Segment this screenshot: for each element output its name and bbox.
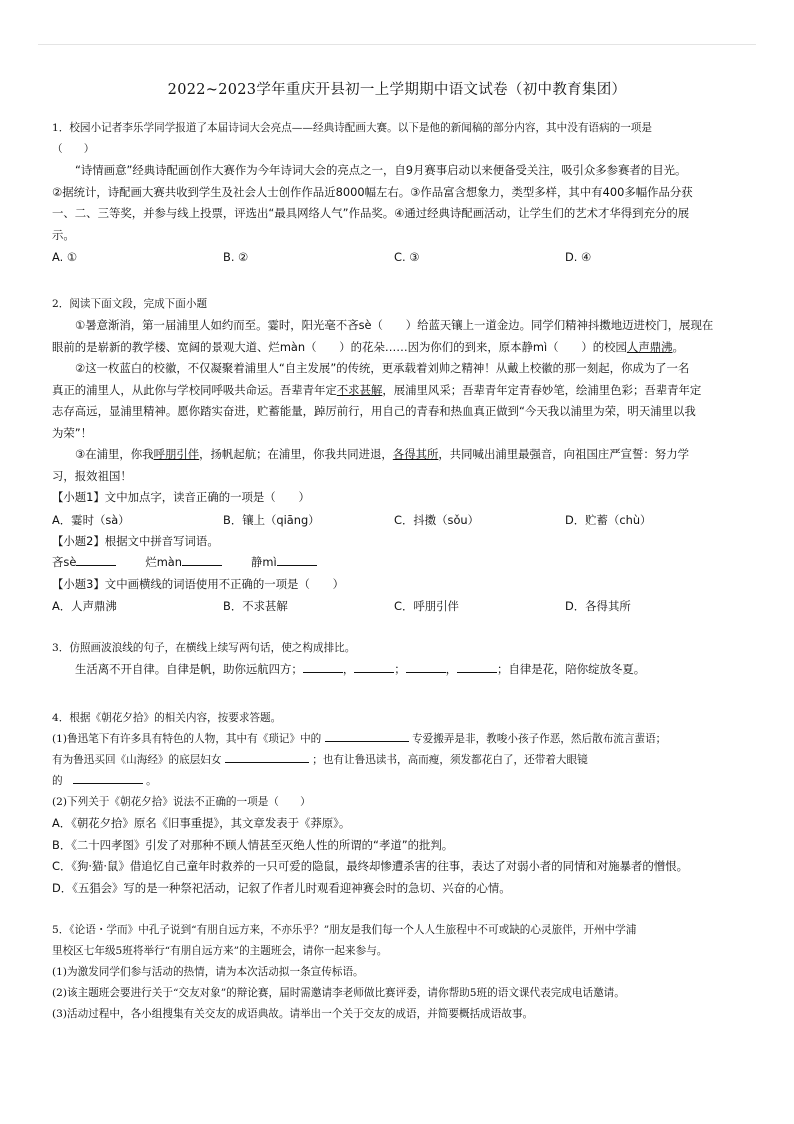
header-rule <box>38 44 756 45</box>
q1-option-a[interactable]: A. ① <box>52 250 78 264</box>
q2-underlined-word-2: 不求甚解 <box>336 382 383 397</box>
q4-sub1-line-3 <box>52 771 742 792</box>
q1-stem: 1．校园小记者李乐学同学报道了本届诗词大会亮点——经典诗配画大赛。以下是他的新闻稿的部分内容，其中没有语病的一项是 <box>52 122 652 134</box>
q2-line-6: 为荣”！ <box>52 425 93 440</box>
question-1 <box>52 118 742 268</box>
q4-sub1-text-e: 的 <box>52 775 63 787</box>
q2-sub2-blank-2[interactable] <box>182 553 222 566</box>
q2-sub1-options <box>52 509 742 531</box>
q2-sub2-blank-3[interactable] <box>277 553 317 566</box>
exam-title: 2022~2023学年重庆开县初一上学期期中语文试卷（初中教育集团） <box>167 82 627 98</box>
q4-option-a[interactable]: A．《朝花夕拾》原名《旧事重提》，其文章发表于《莽原》。 <box>52 816 351 830</box>
question-5 <box>52 920 742 1025</box>
q2-line-2-end: 。 <box>672 339 684 354</box>
q1-options <box>52 246 742 268</box>
q3-stem: 3．仿照画波浪线的句子，在横线上续写两句话，使之构成排比。 <box>52 642 356 654</box>
q4-option-b[interactable]: B．《二十四孝图》引发了对那种不顾人情甚至灭绝人性的所谓的“孝道”的批判。 <box>52 837 454 852</box>
q2-sub3-option-c[interactable]: C．呼朋引伴 <box>394 599 459 613</box>
q2-line-1: ①暑意渐消，第一届浦里人如约而至。霎时，阳光毫不吝sè（ ）给蓝天镶上一道金边。同学们精神抖擞地迈进校门，展现在 <box>75 318 714 332</box>
q2-sub2-stem: 【小题2】根据文中拼音写词语。 <box>52 533 219 548</box>
q2-line-2 <box>52 337 742 359</box>
q2-line-7-mid: ，扬帆起航；在浦里，你我共同进退， <box>199 447 393 461</box>
q4-blank-2[interactable] <box>225 750 309 763</box>
question-3 <box>52 638 742 681</box>
q2-sub3-option-b[interactable]: B．不求甚解 <box>223 599 288 613</box>
q4-sub2-stem: (2)下列关于《朝花夕拾》说法不正确的一项是（ ） <box>52 796 311 808</box>
q2-sub2-item-1: 吝sè <box>52 555 77 569</box>
q3-line-end: ；自律是花，陪你绽放冬夏。 <box>497 662 646 676</box>
q2-line-8: 习，报效祖国！ <box>52 468 132 483</box>
q2-underlined-word-1: 人声鼎沸 <box>626 339 673 354</box>
q4-sub1-line-2 <box>52 750 742 771</box>
q2-sub1-option-a[interactable]: A．霎时（sà） <box>52 512 130 527</box>
q3-blank-4[interactable] <box>457 660 497 673</box>
q3-sep-3: ， <box>445 662 458 676</box>
q1-option-d[interactable]: D. ④ <box>565 250 592 264</box>
q2-line-4 <box>52 380 742 402</box>
q2-sub3-option-d[interactable]: D．各得其所 <box>565 599 631 613</box>
q2-sub1-stem: 【小题1】文中加点字，读音正确的一项是（ ） <box>52 490 310 504</box>
q4-sub1-text-b: 专爱搬弄是非，教唆小孩子作恶，然后散布流言蜚语； <box>412 733 667 745</box>
q5-sub3: (3)活动过程中，各小组搜集有关交友的成语典故。请举出一个关于交友的成语，并简要概括成语故事。 <box>52 1008 534 1020</box>
q4-option-d[interactable]: D．《五猖会》写的是一种祭祀活动，记叙了作者儿时观看迎神赛会时的急切、兴奋的心情。 <box>52 880 511 895</box>
q2-line-3: ②这一枚蓝白的校徽，不仅凝聚着浦里人“自主发展”的传统，更承载着刘帅之精神！从戴上校徽的那一刻起，你成为了一名 <box>75 361 690 375</box>
question-4 <box>52 708 742 899</box>
q4-stem: 4．根据《朝花夕拾》的相关内容，按要求答题。 <box>52 712 282 724</box>
q2-line-7-text: ③在浦里，你我 <box>75 447 154 461</box>
q2-sub3-options <box>52 595 742 617</box>
q2-sub3-option-a[interactable]: A．人声鼎沸 <box>52 599 117 613</box>
q4-sub1-text-a: (1)鲁迅笔下有许多具有特色的人物，其中有《琐记》中的 <box>52 733 322 745</box>
q2-line-4-end: ，展浦里风采；吾辈青年定青春妙笔，绘浦里色彩；吾辈青年定 <box>382 382 702 397</box>
q3-sep-2: ； <box>394 662 406 676</box>
q1-passage-line-2: ②据统计，诗配画大赛共收到学生及社会人士创作作品近8000幅左右。③作品富含想象力，类型多样，其中有400多幅作品分获 <box>52 184 693 199</box>
q2-line-2-text: 眼前的是崭新的教学楼、宽阔的景观大道、烂màn（ ）的花朵……因为你们的到来，原本静mì（ ）的校园 <box>52 339 627 354</box>
question-2 <box>52 294 742 617</box>
q1-paren: （ ） <box>52 143 95 155</box>
q4-sub1-text-f: 。 <box>146 775 157 787</box>
q1-option-b[interactable]: B. ② <box>223 250 249 264</box>
q2-sub1-option-b[interactable]: B．镶上（qiāng） <box>223 512 320 527</box>
q2-sub1-option-d[interactable]: D．贮蓄（chù） <box>565 512 652 527</box>
q1-passage-line-1: “诗情画意”经典诗配画创作大赛作为今年诗词大会的亮点之一，自9月赛事启动以来便备受关注，吸引众多参赛者的目光。 <box>75 163 687 177</box>
q4-sub1-line-1 <box>52 729 742 750</box>
q3-blank-3[interactable] <box>406 660 446 673</box>
q2-sub2-blank-1[interactable] <box>76 553 116 566</box>
q2-line-5: 志存高远，显浦里精神。愿你踏实奋进，贮蓄能量，踔厉前行，用自己的青春和热血真正做到“今天我以浦里为荣，明天浦里以我 <box>52 404 696 418</box>
q2-sub2-blanks <box>52 552 742 574</box>
q2-stem: 2．阅读下面文段，完成下面小题 <box>52 298 208 310</box>
q5-sub1: (1)为激发同学们参与活动的热情，请为本次活动拟一条宣传标语。 <box>52 966 364 978</box>
q2-line-7-end: ，共同喊出浦里最强音，向祖国庄严宣誓：努力学 <box>438 447 689 461</box>
q2-underlined-word-4: 各得其所 <box>392 447 439 461</box>
q1-passage-line-3: 一、二、三等奖，并参与线上投票，评选出“最具网络人气”作品奖。④通过经典诗配画活动，让学生们的艺术才华得到充分的展 <box>52 206 690 220</box>
q3-blank-1[interactable] <box>303 660 343 673</box>
q2-line-4-text: 真正的浦里人，从此你与学校同呼吸共命运。吾辈青年定 <box>52 382 337 397</box>
q4-blank-3[interactable] <box>73 771 143 784</box>
q5-stem-line-2: 里校区七年级5班将举行“有朋自远方来”的主题班会，请你一起来参与。 <box>52 945 388 957</box>
q2-sub1-option-c[interactable]: C．抖擞（sǒu） <box>394 512 480 527</box>
q3-line-start: 生活离不开自律。自律是帆，助你远航四方； <box>75 662 303 676</box>
q4-sub1-text-c: 有为鲁迅买回《山海经》的底层妇女 <box>52 754 222 766</box>
q4-blank-1[interactable] <box>325 729 409 742</box>
q5-sub2: (2)该主题班会要进行关于“交友对象”的辩论赛，届时需邀请李老师做比赛评委，请你帮助5班的语文课代表完成电话邀请。 <box>52 987 625 999</box>
q2-sub3-stem: 【小题3】文中画横线的词语使用不正确的一项是（ ） <box>52 576 345 591</box>
q4-sub1-text-d: ；也有让鲁迅读书，高而瘦，须发都花白了，还带着大眼镜 <box>312 754 588 766</box>
q2-sub2-item-3: 静mì <box>250 555 277 569</box>
q2-line-7 <box>52 444 742 466</box>
q1-passage-line-4: 示。 <box>52 227 75 242</box>
q3-sep-1: ， <box>342 662 355 676</box>
q3-blank-2[interactable] <box>354 660 394 673</box>
q4-option-c[interactable]: C．《狗·猫·鼠》借追忆自己童年时救养的一只可爱的隐鼠，最终却惨遭杀害的往事，表达了对弱小者的同情和对施暴者的憎恨。 <box>52 859 688 873</box>
q2-underlined-word-3: 呼朋引伴 <box>153 447 200 461</box>
q1-option-c[interactable]: C. ③ <box>394 250 420 264</box>
q2-sub2-item-2: 烂màn <box>145 555 182 569</box>
q3-line <box>52 659 742 681</box>
q5-stem-line-1: 5．《论语・学而》中孔子说到“有朋自远方来，不亦乐乎？”朋友是我们每一个人人生旅程中不可或缺的心灵旅伴，开州中学浦 <box>52 924 637 936</box>
